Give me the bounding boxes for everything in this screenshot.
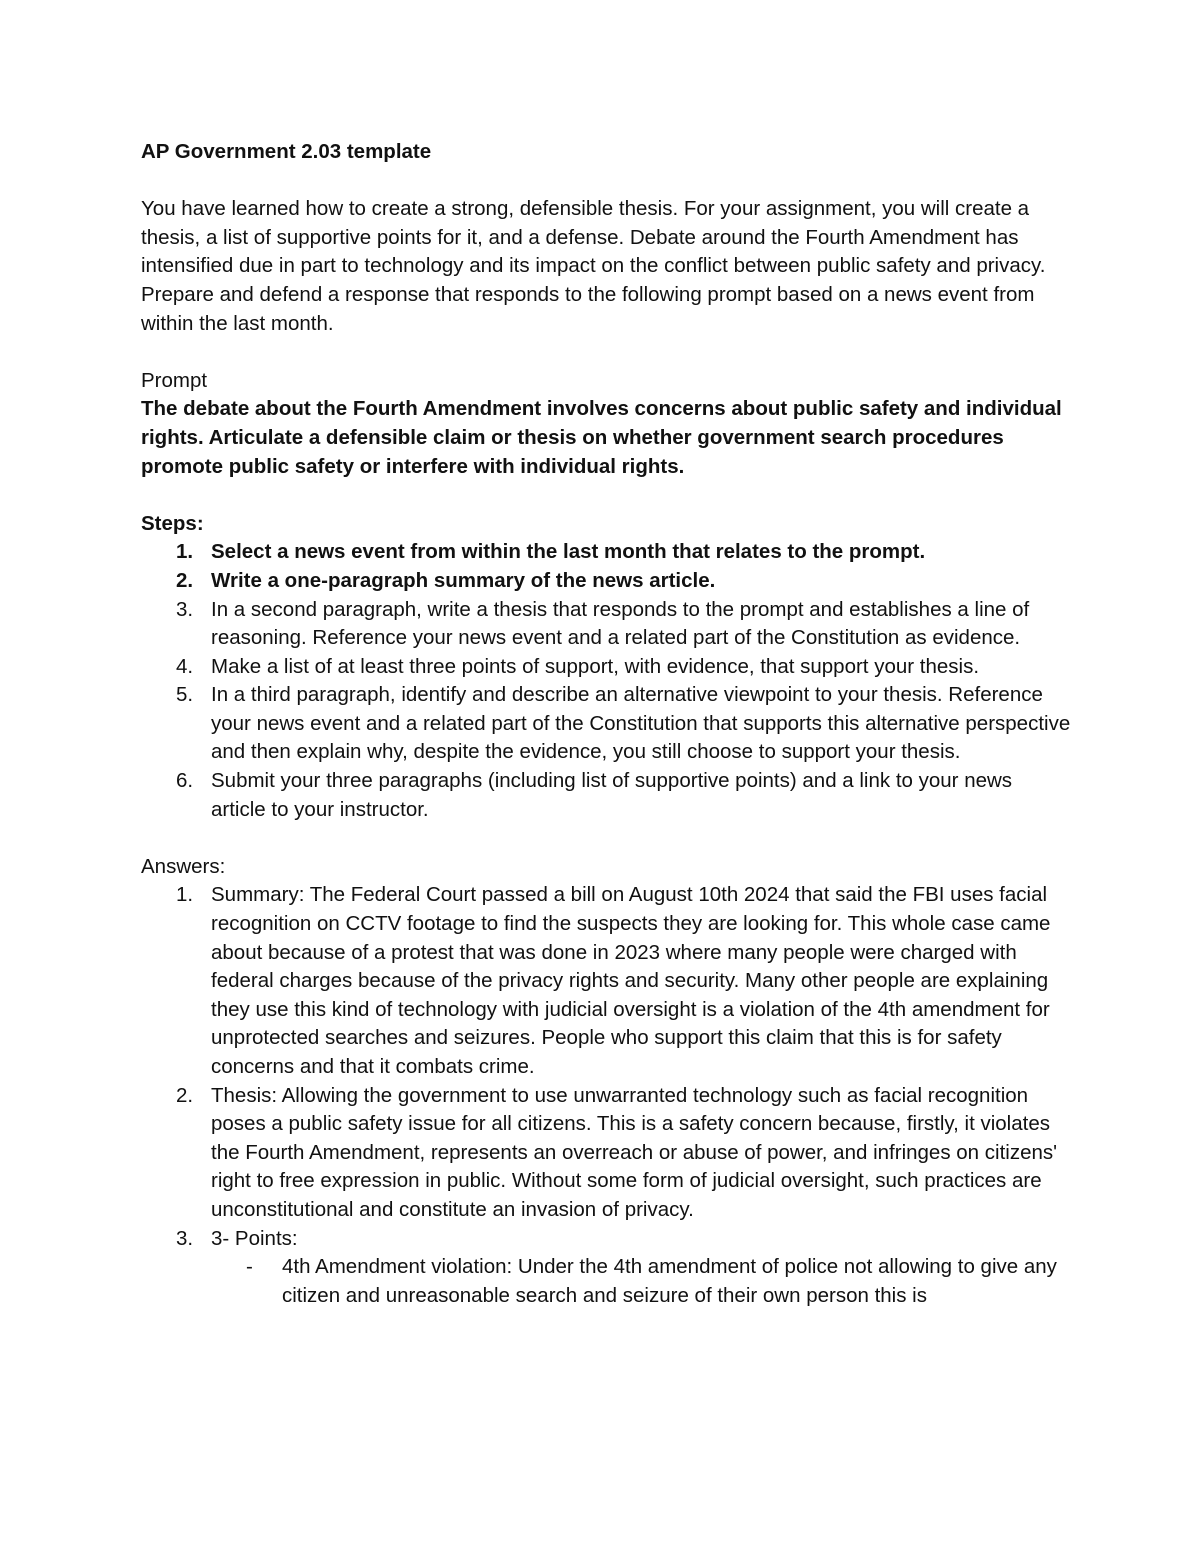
- list-item-text: In a third paragraph, identify and describe an alternative viewpoint to your thesis. Reference your news event and a related part of the Constitution that supports this alternative perspective and then explain why, despite the evidence, you still choose to support your thesis.: [211, 683, 1071, 764]
- list-item: [141, 1225, 1071, 1311]
- list-item: [141, 681, 1071, 767]
- points-list: [211, 1253, 1071, 1310]
- list-number: 1.: [176, 540, 194, 564]
- list-number: 1.: [176, 883, 194, 907]
- spacer: [141, 167, 1071, 196]
- list-number: 6.: [176, 769, 194, 793]
- document-page: [141, 138, 1071, 1310]
- sub-list-item: [211, 1253, 1071, 1310]
- spacer: [141, 481, 1071, 510]
- list-number: 5.: [176, 683, 194, 707]
- list-item: [141, 596, 1071, 653]
- spacer: [141, 338, 1071, 367]
- document-title: AP Government 2.03 template: [141, 140, 432, 163]
- dash-bullet: -: [246, 1255, 253, 1279]
- list-item-text: Submit your three paragraphs (including list of supportive points) and a link to your news article to your instructor.: [211, 769, 1013, 821]
- answers-label: Answers:: [141, 854, 226, 878]
- sub-list-item-text: 4th Amendment violation: Under the 4th amendment of police not allowing to give any citizen and unreasonable search and seizure of their own person this is: [282, 1255, 1057, 1307]
- list-item-text: Make a list of at least three points of support, with evidence, that support your thesis.: [211, 654, 980, 678]
- intro-paragraph: You have learned how to create a strong, defensible thesis. For your assignment, you will create a thesis, a list of supportive points for it, and a defense. Debate around the Fourth Amendment has intensified due in part to technology and its impact on the conflict between public safety and privacy. Prepare and defend a response that responds to the following prompt based on a news event from within the last month.: [141, 197, 1046, 335]
- list-item: [141, 881, 1071, 1081]
- list-number: 2.: [176, 1083, 194, 1107]
- list-number: 3.: [176, 597, 194, 621]
- list-number: 4.: [176, 654, 194, 678]
- steps-label: Steps:: [141, 511, 204, 535]
- spacer: [141, 824, 1071, 853]
- list-item-text: 3- Points:: [211, 1226, 298, 1250]
- steps-list: [141, 538, 1071, 824]
- list-item-text: Summary: The Federal Court passed a bill on August 10th 2024 that said the FBI uses facial recognition on CCTV footage to find the suspects they are looking for. This whole case came about because of a protest that was done in 2023 where many people were charged with federal charges because of the privacy rights and security. Many other people are explaining they use this kind of technology with judicial oversight is a violation of the 4th amendment for unprotected searches and seizures. People who support this claim that this is for safety concerns and that it combats crime.: [211, 883, 1051, 1078]
- list-item: [141, 767, 1071, 824]
- list-item: [141, 653, 1071, 682]
- list-item: [141, 567, 1071, 596]
- answers-list: [141, 881, 1071, 1310]
- list-item-text: Write a one-paragraph summary of the news article.: [211, 568, 716, 592]
- list-item-text: Select a news event from within the last month that relates to the prompt.: [211, 540, 926, 564]
- list-item: [141, 1082, 1071, 1225]
- list-number: 2.: [176, 568, 194, 592]
- prompt-label: Prompt: [141, 368, 208, 392]
- prompt-text: The debate about the Fourth Amendment involves concerns about public safety and individual rights. Articulate a defensible claim or thesis on whether government search procedures promote public safety or interfere with individual rights.: [141, 397, 1062, 478]
- list-number: 3.: [176, 1226, 194, 1250]
- list-item-text: Thesis: Allowing the government to use unwarranted technology such as facial recognition poses a public safety issue for all citizens. This is a safety concern because, firstly, it violates the Fourth Amendment, represents an overreach or abuse of power, and infringes on citizens' right to free expression in public. Without some form of judicial oversight, such practices are unconstitutional and constitute an invasion of privacy.: [211, 1083, 1058, 1221]
- list-item-text: In a second paragraph, write a thesis that responds to the prompt and establishes a line of reasoning. Reference your news event and a related part of the Constitution as evidence.: [211, 597, 1030, 650]
- list-item: [141, 538, 1071, 567]
